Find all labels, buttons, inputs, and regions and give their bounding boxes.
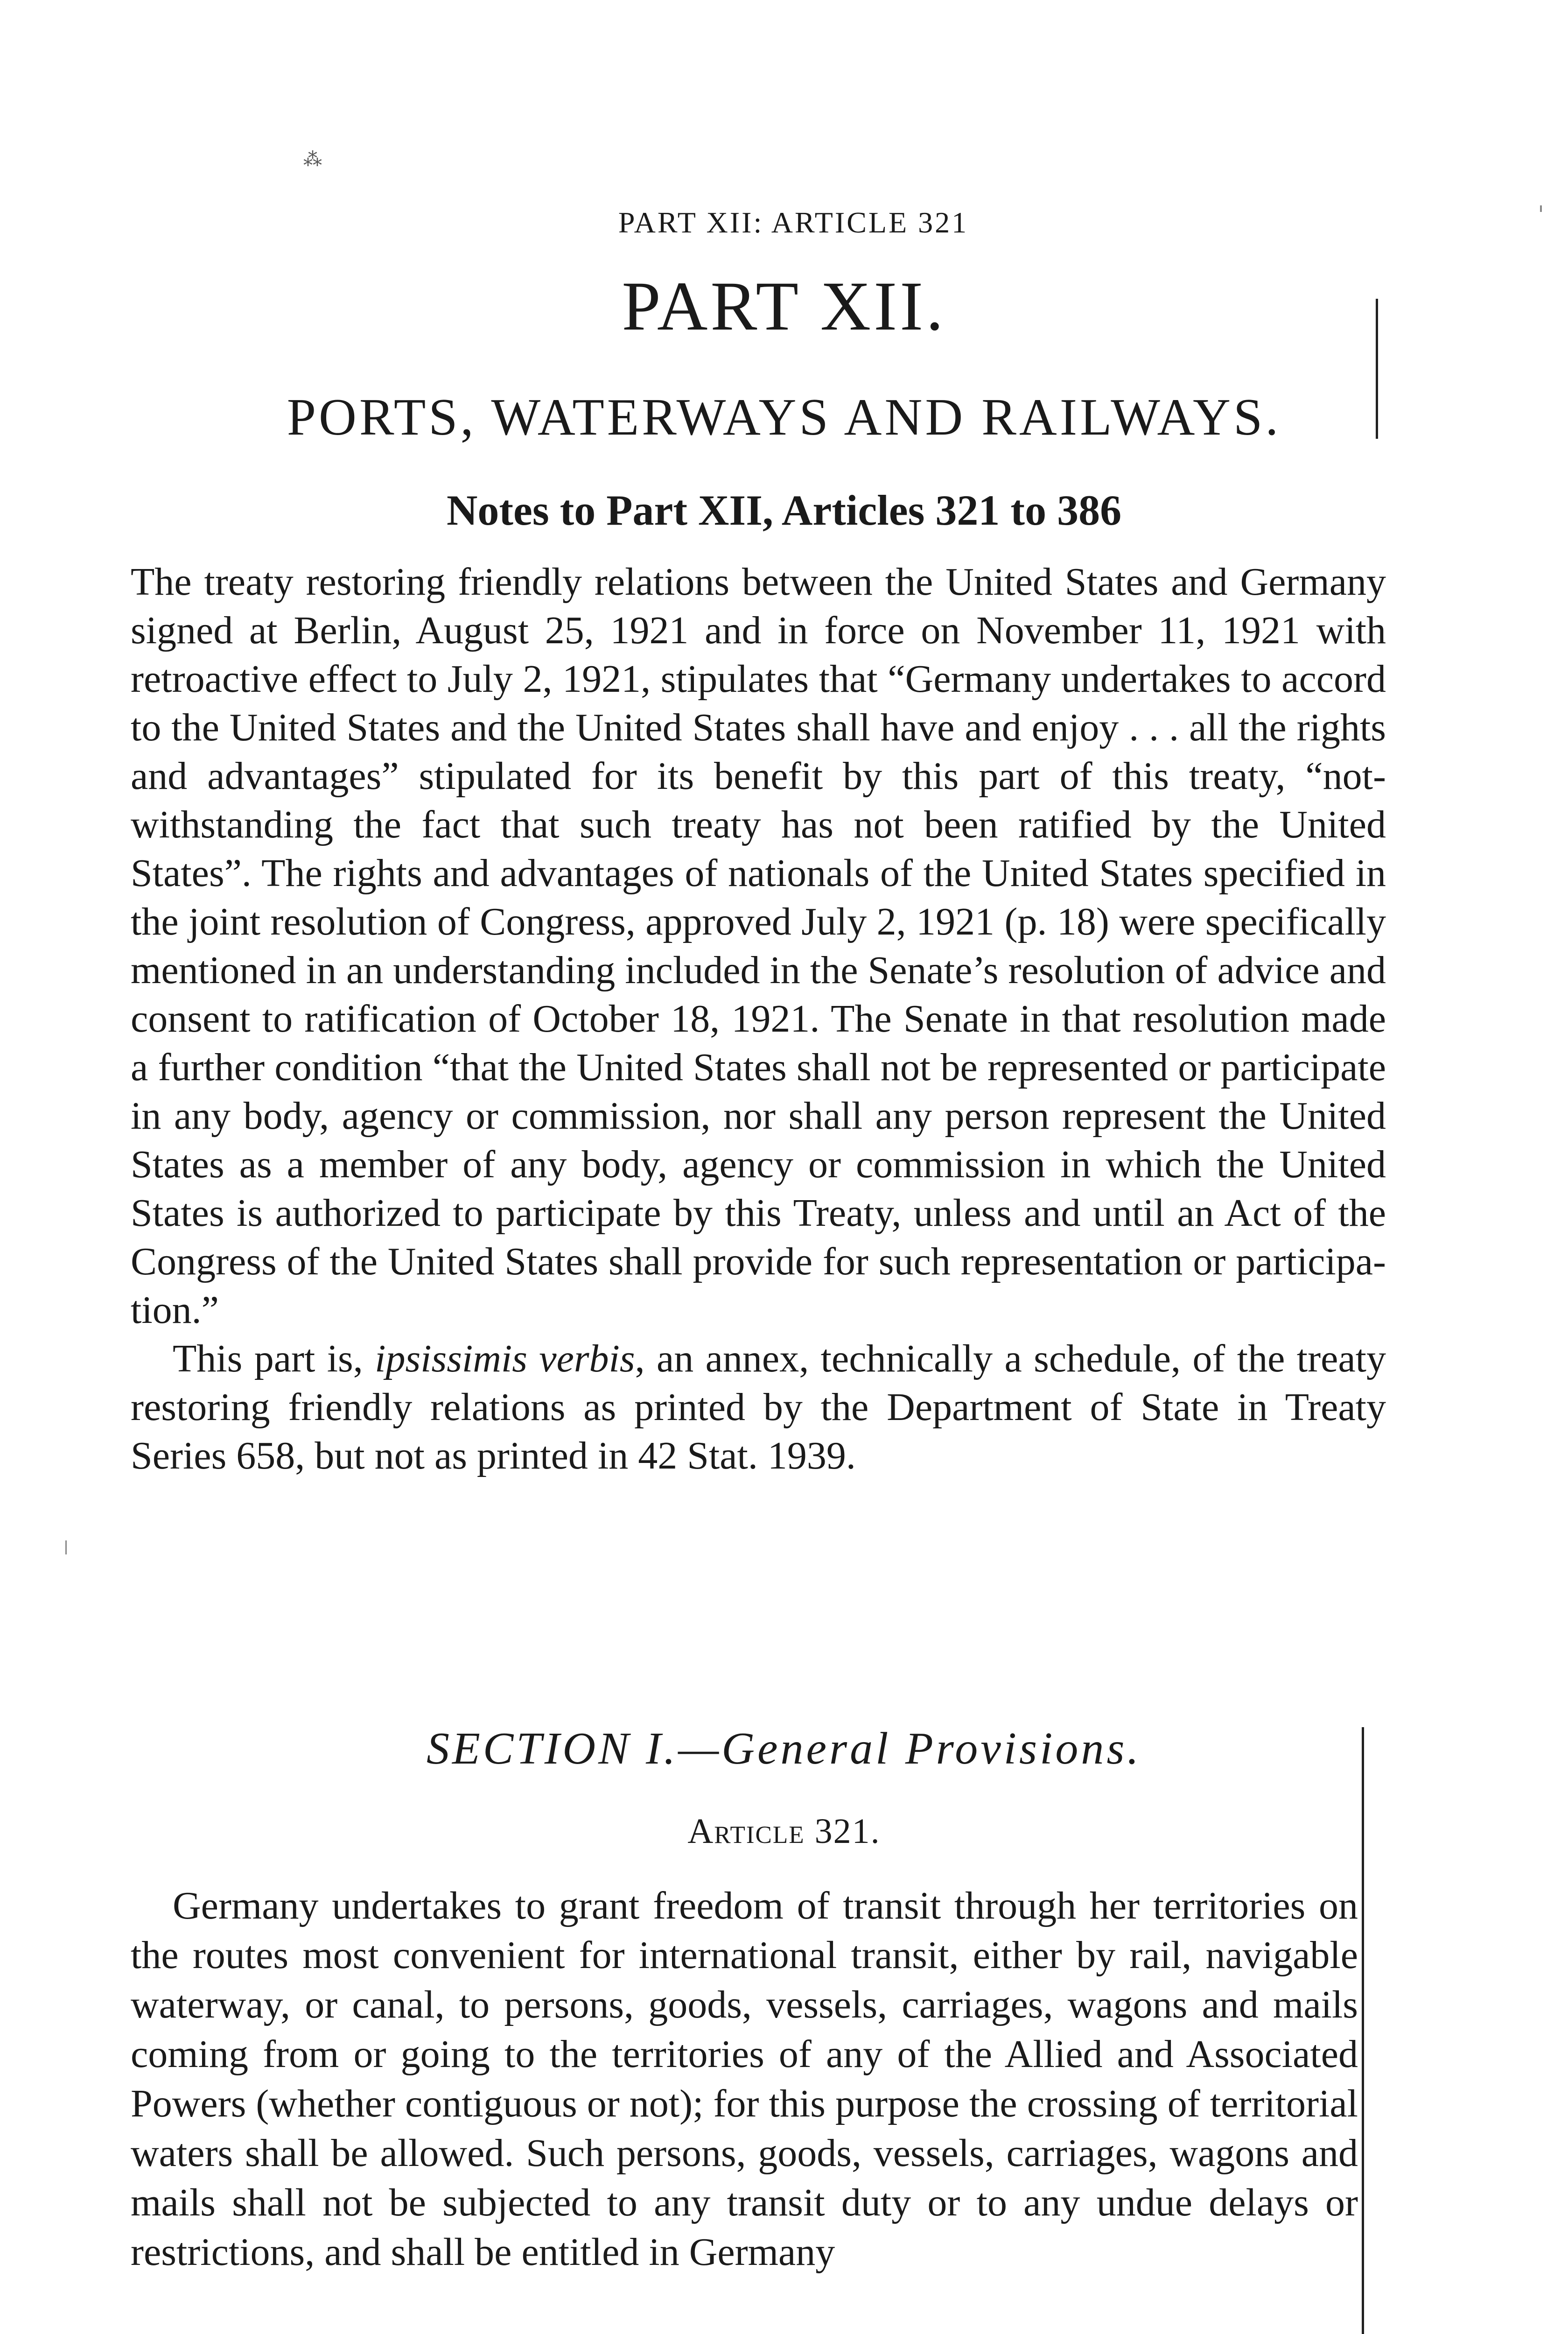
notes-paragraph-2-italic: ipsissimis verbis bbox=[375, 1337, 635, 1380]
notes-heading: Notes to Part XII, Articles 321 to 386 bbox=[446, 486, 1122, 534]
scan-tick-left-margin bbox=[65, 1540, 67, 1554]
article-heading-number: 321. bbox=[814, 1812, 881, 1851]
running-head bbox=[0, 205, 1568, 240]
section-heading: SECTION I.—General Provisions. bbox=[427, 1723, 1141, 1774]
notes-body bbox=[131, 558, 1386, 1480]
notes-paragraph-1: The treaty restoring friendly relations between the United States and Germany signed at Berlin, August 25, 1921 and in force on November 11, 1921 with retroactive effect to July 2, 1921, stipulates that “Germany undertakes to accord to the United States and the United States shall have and enjoy . . . all the rights and advantages” stipulated for its benefit by this part of this treaty, “notwithstanding the fact that such treaty has not been ratified by the United States”. The rights and advantages of nationals of the United States specified in the joint resolution of Congress, approved July 2, 1921 (p. 18) were specifically mentioned in an understanding included in the Senate’s resolution of advice and consent to ratification of October 18, 1921. The Senate in that resolution made a further condition “that the United States shall not be represented or participate in any body, agency or commission, nor shall any person represent the United States as a member of any body, agency or commission in which the United States is authorized to participate by this Treaty, unless and until an Act of the Congress of the United States shall provide for such representation or participation.” bbox=[131, 560, 1386, 1332]
notes-paragraph-2-suffix: , an annex, technically a schedule, of the treaty restoring friendly relations as printed by the Department of State in Treaty Series 658, but not as printed in 42 Stat. 1939. bbox=[131, 1337, 1386, 1477]
margin-rule-top bbox=[1376, 299, 1378, 439]
article-heading-label: Article bbox=[687, 1812, 805, 1851]
article-heading bbox=[0, 1811, 1568, 1852]
article-body bbox=[131, 1881, 1358, 2277]
notes-paragraph-2 bbox=[131, 1335, 1386, 1480]
notes-paragraph-2-prefix: This part is, bbox=[173, 1337, 363, 1380]
article-paragraph: Germany undertakes to grant freedom of transit through her territories on the routes most convenient for international transit, either by rail, navigable waterway, or canal, to persons, goods, vessels, carriages, wagons and mails coming from or going to the territories of any of the Allied and Associated Powers (whether contiguous or not); for this purpose the crossing of territorial waters shall be allowed. Such persons, goods, vessels, carriages, wagons and mails shall not be subjected to any transit duty or to any undue delays or restrictions, and shall be entitled in Germany bbox=[131, 1884, 1358, 2274]
part-subtitle: PORTS, WATERWAYS AND RAILWAYS. bbox=[287, 388, 1281, 446]
ink-speck-mark: ⁂ bbox=[303, 149, 322, 170]
running-head-text: PART XII: ARTICLE 321 bbox=[618, 206, 969, 239]
scan-tick-top-right bbox=[1540, 205, 1542, 212]
part-title: PART XII. bbox=[622, 267, 946, 345]
